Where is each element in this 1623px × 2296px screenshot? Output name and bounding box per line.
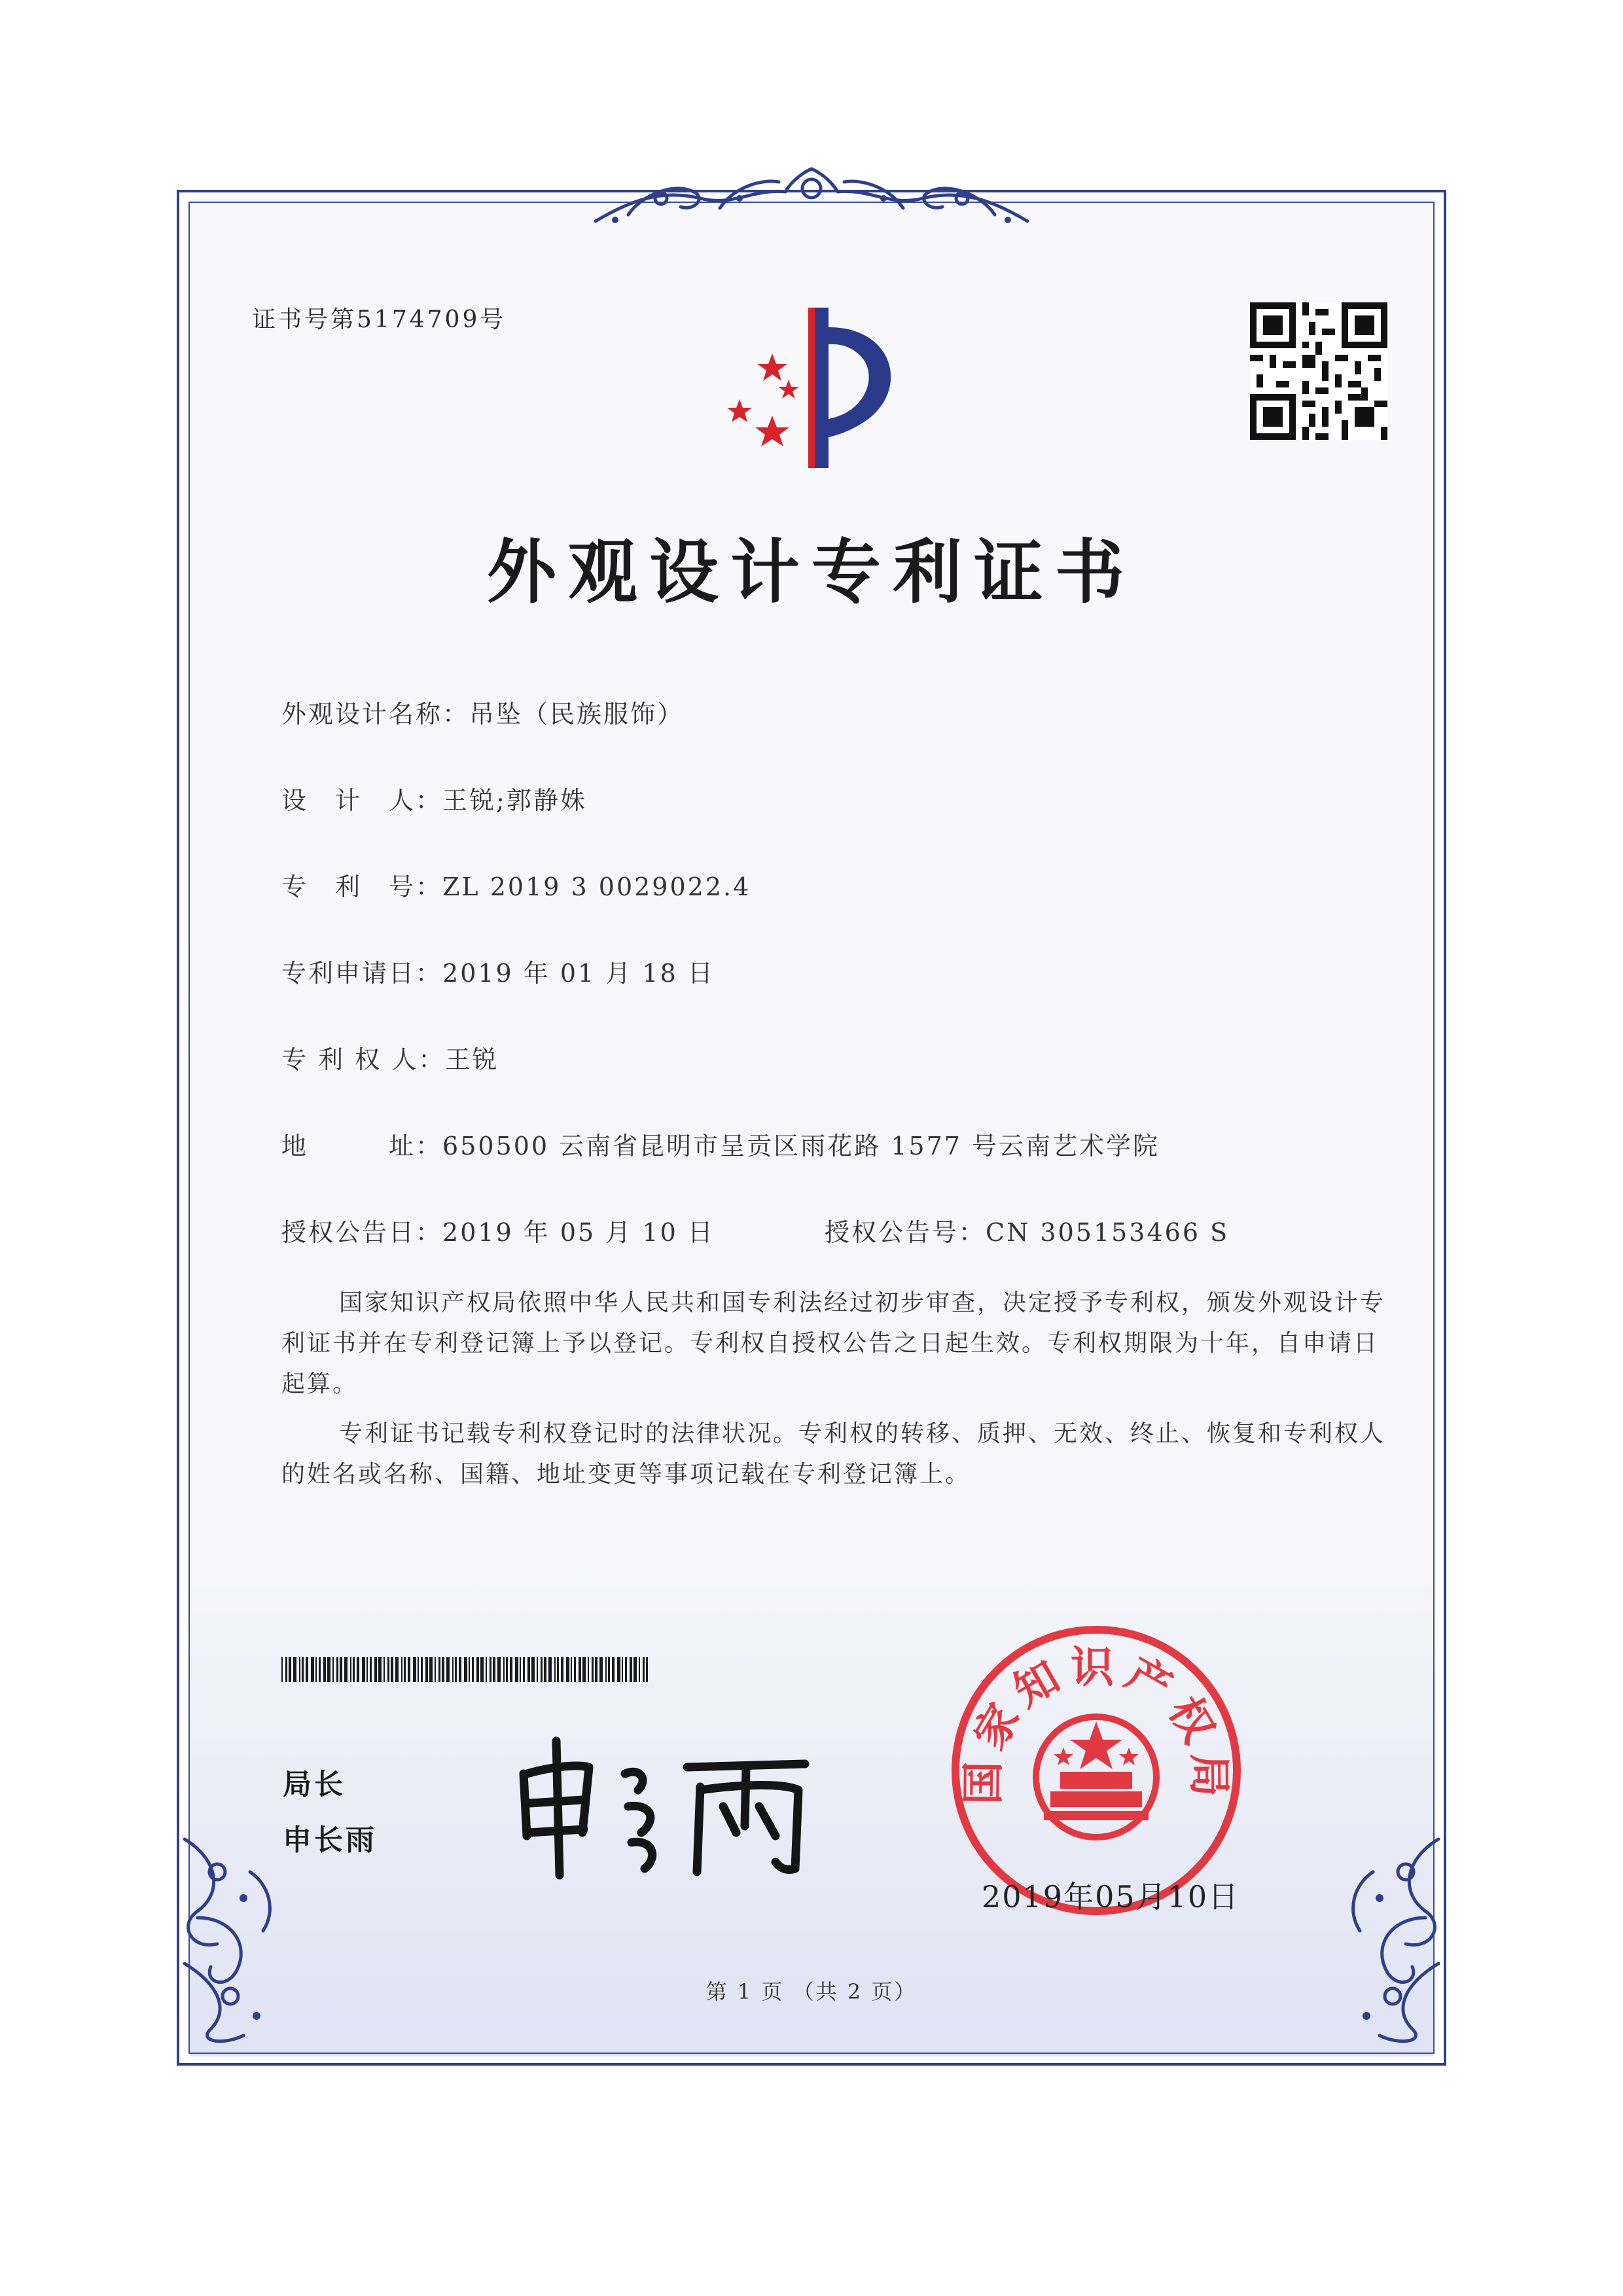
field-filing-date-value: 2019 年 01 月 18 日: [442, 959, 715, 988]
qr-code-icon: [1250, 302, 1387, 440]
seal-text: 国家知识产权局: [957, 1642, 1235, 1805]
field-patentee-value: 王锐: [445, 1045, 499, 1074]
field-grant-no-label: 授权公告号：: [825, 1218, 986, 1247]
certificate-number-label: 证书号第: [252, 306, 357, 333]
field-designer-label: 设 计 人：: [281, 786, 443, 815]
statement-paragraph-2-text: 专利证书记载专利权登记时的法律状况。专利权的转移、质押、无效、终止、恢复和专利权人的姓名或名称、国籍、地址变更等事项记载在专利登记簿上。: [281, 1420, 1386, 1488]
field-design-name: [281, 694, 684, 730]
barcode-icon: [281, 1657, 648, 1682]
field-grant-date: [281, 1212, 715, 1248]
field-address-label: 地 址：: [281, 1132, 443, 1160]
page-number: 第 1 页 （共 2 页）: [705, 1979, 918, 2004]
field-patent-no-label: 专 利 号：: [281, 872, 443, 901]
field-patent-no-value: ZL 2019 3 0029022.4: [442, 872, 751, 901]
field-designer-value: 王锐;郭静姝: [442, 786, 587, 815]
patent-logo-icon: [700, 301, 923, 471]
statement-paragraph-1: [281, 1283, 1394, 1405]
field-grant-no-value: CN 305153466 S: [986, 1218, 1230, 1247]
field-patentee-label: 专 利 权 人：: [281, 1045, 446, 1074]
statement-paragraph-1-text: 国家知识产权局依照中华人民共和国专利法经过初步审查，决定授予专利权，颁发外观设计专利证书并在专利登记簿上予以登记。专利权自授权公告之日起生效。专利权期限为十年，自申请日起算。: [281, 1289, 1386, 1397]
field-grant-no: [825, 1212, 1229, 1248]
director-name: 申长雨: [283, 1823, 377, 1857]
director-title: 局长: [283, 1768, 346, 1801]
bottom-right-ornament-icon: [1334, 1833, 1452, 2049]
field-design-name-label: 外观设计名称：: [281, 700, 470, 728]
certificate-number-suffix: 号: [480, 306, 507, 333]
field-address: [281, 1126, 1160, 1162]
field-patent-no: [281, 867, 751, 903]
top-ornament-icon: [589, 162, 1034, 234]
field-filing-date: [281, 953, 715, 989]
certificate-number: [252, 301, 506, 334]
field-designer: [281, 780, 587, 816]
signature-icon: [510, 1728, 825, 1885]
field-patentee: [281, 1039, 499, 1075]
seal-date: 2019年05月10日: [982, 1879, 1240, 1914]
field-design-name-value: 吊坠（民族服饰）: [469, 700, 685, 728]
field-grant-date-label: 授权公告日：: [281, 1218, 443, 1247]
field-grant-date-value: 2019 年 05 月 10 日: [442, 1218, 715, 1247]
statement-paragraph-2: [281, 1414, 1394, 1495]
field-address-value: 650500 云南省昆明市呈贡区雨花路 1577 号云南艺术学院: [442, 1132, 1160, 1160]
certificate-number-value: 5174709: [357, 306, 480, 333]
field-filing-date-label: 专利申请日：: [281, 959, 443, 988]
page-title: 外观设计专利证书: [487, 532, 1136, 613]
bottom-left-ornament-icon: [171, 1833, 289, 2049]
